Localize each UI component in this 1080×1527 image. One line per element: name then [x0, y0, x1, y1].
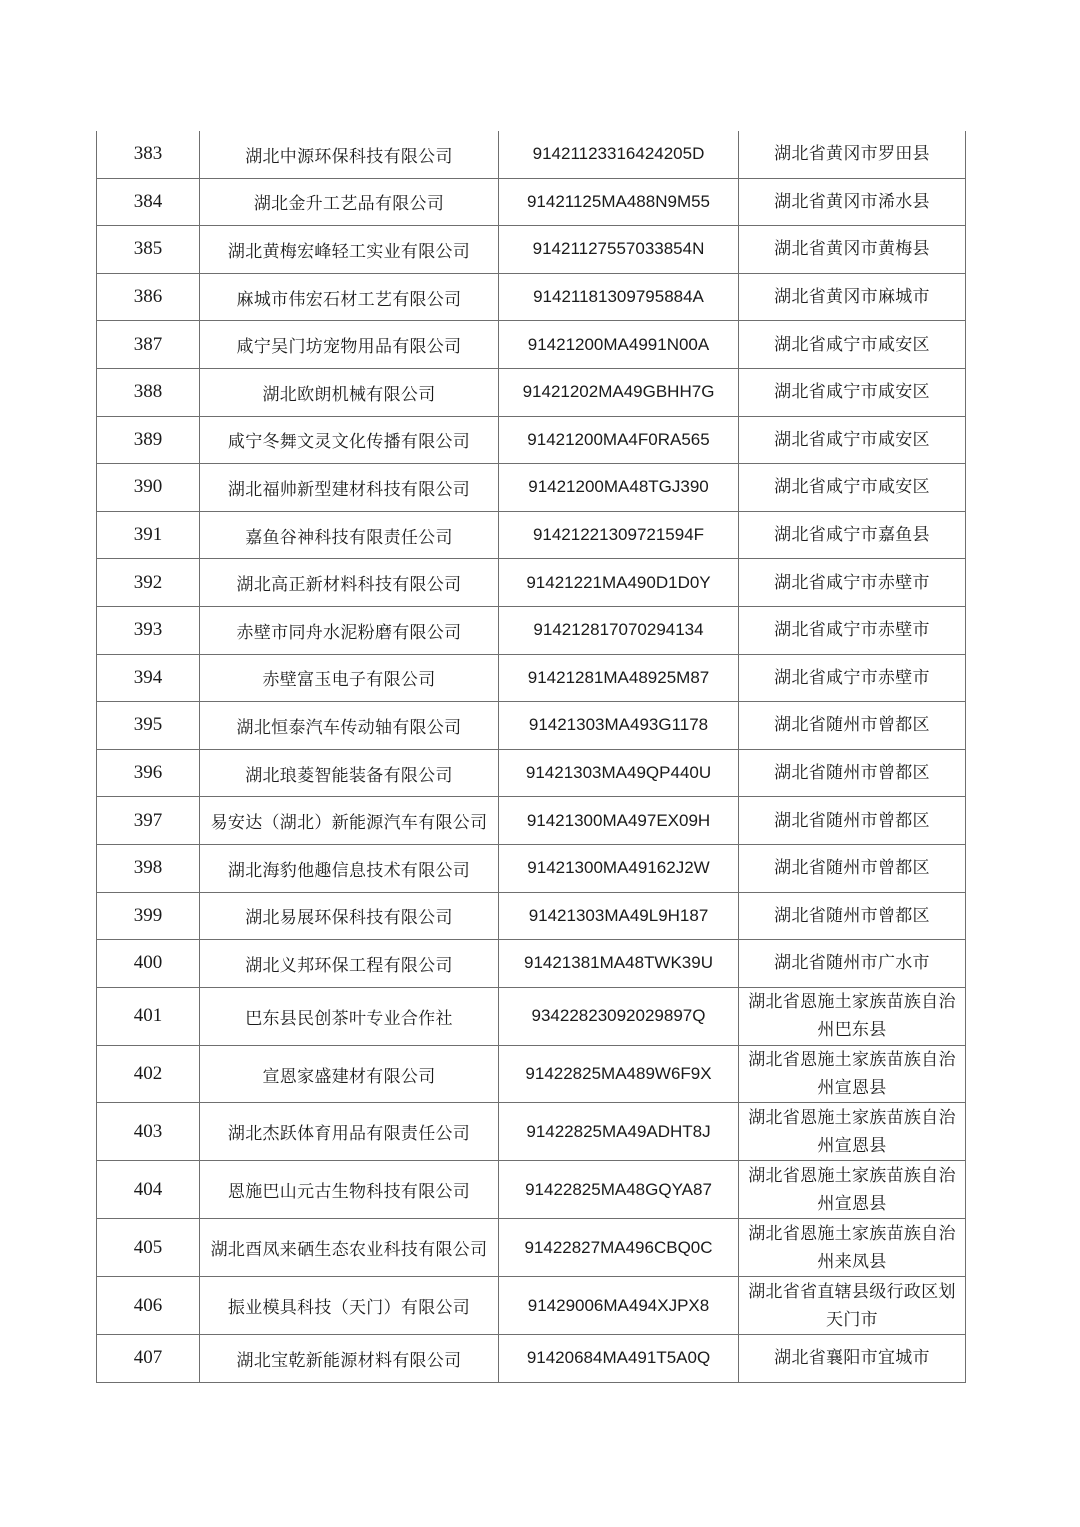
- company-name: 湖北宝乾新能源材料有限公司: [200, 1335, 499, 1383]
- location: 湖北省襄阳市宜城市: [739, 1335, 966, 1383]
- row-number: 401: [97, 987, 200, 1045]
- location: 湖北省随州市广水市: [739, 940, 966, 988]
- table-row: [97, 321, 966, 369]
- location: 湖北省黄冈市浠水县: [739, 178, 966, 226]
- table-row: [97, 940, 966, 988]
- company-name: 湖北高正新材料科技有限公司: [200, 559, 499, 607]
- table-row: [97, 606, 966, 654]
- company-name: 麻城市伟宏石材工艺有限公司: [200, 273, 499, 321]
- location: 湖北省咸宁市嘉鱼县: [739, 511, 966, 559]
- row-number: 406: [97, 1277, 200, 1335]
- company-name: 湖北琅菱智能装备有限公司: [200, 749, 499, 797]
- table-row: [97, 749, 966, 797]
- credit-code: 91421300MA49162J2W: [499, 844, 739, 892]
- credit-code: 91420684MA491T5A0Q: [499, 1335, 739, 1383]
- location: 湖北省随州市曾都区: [739, 892, 966, 940]
- table-row: [97, 416, 966, 464]
- company-name: 宣恩家盛建材有限公司: [200, 1045, 499, 1103]
- table-row: [97, 1277, 966, 1335]
- credit-code: 91421300MA497EX09H: [499, 797, 739, 845]
- table-row: [97, 559, 966, 607]
- company-name: 湖北海豹他趣信息技术有限公司: [200, 844, 499, 892]
- company-name: 赤壁市同舟水泥粉磨有限公司: [200, 606, 499, 654]
- location: 湖北省咸宁市赤壁市: [739, 654, 966, 702]
- row-number: 402: [97, 1045, 200, 1103]
- table-row: [97, 654, 966, 702]
- credit-code: 91421200MA4F0RA565: [499, 416, 739, 464]
- location: 湖北省咸宁市赤壁市: [739, 559, 966, 607]
- credit-code: 91421125MA488N9M55: [499, 178, 739, 226]
- row-number: 392: [97, 559, 200, 607]
- credit-code: 914212817070294134: [499, 606, 739, 654]
- credit-code: 91421381MA48TWK39U: [499, 940, 739, 988]
- location: 湖北省随州市曾都区: [739, 844, 966, 892]
- row-number: 398: [97, 844, 200, 892]
- table-row: [97, 273, 966, 321]
- row-number: 386: [97, 273, 200, 321]
- table-row: [97, 226, 966, 274]
- table-row: [97, 464, 966, 512]
- company-name: 恩施巴山元古生物科技有限公司: [200, 1161, 499, 1219]
- credit-code: 91421303MA49QP440U: [499, 749, 739, 797]
- row-number: 395: [97, 702, 200, 750]
- credit-code: 91421123316424205D: [499, 131, 739, 178]
- credit-code: 91422825MA48GQYA87: [499, 1161, 739, 1219]
- company-name: 易安达（湖北）新能源汽车有限公司: [200, 797, 499, 845]
- row-number: 383: [97, 131, 200, 178]
- credit-code: 91422825MA49ADHT8J: [499, 1103, 739, 1161]
- row-number: 403: [97, 1103, 200, 1161]
- company-name: 湖北黄梅宏峰轻工实业有限公司: [200, 226, 499, 274]
- row-number: 389: [97, 416, 200, 464]
- company-name: 湖北义邦环保工程有限公司: [200, 940, 499, 988]
- company-name: 湖北福帅新型建材科技有限公司: [200, 464, 499, 512]
- row-number: 384: [97, 178, 200, 226]
- row-number: 394: [97, 654, 200, 702]
- table-row: [97, 1103, 966, 1161]
- company-name: 湖北中源环保科技有限公司: [200, 131, 499, 178]
- company-name: 湖北杰跃体育用品有限责任公司: [200, 1103, 499, 1161]
- table-body: [97, 131, 966, 1382]
- location: 湖北省咸宁市咸安区: [739, 464, 966, 512]
- enterprise-list-table: [96, 131, 956, 1383]
- row-number: 388: [97, 368, 200, 416]
- row-number: 396: [97, 749, 200, 797]
- credit-code: 91421200MA4991N00A: [499, 321, 739, 369]
- credit-code: 91422825MA489W6F9X: [499, 1045, 739, 1103]
- credit-code: 91421303MA49L9H187: [499, 892, 739, 940]
- credit-code: 91421303MA493G1178: [499, 702, 739, 750]
- credit-code: 91422827MA496CBQ0C: [499, 1219, 739, 1277]
- location: 湖北省咸宁市咸安区: [739, 416, 966, 464]
- company-name: 咸宁吴门坊宠物用品有限公司: [200, 321, 499, 369]
- location: 湖北省黄冈市罗田县: [739, 131, 966, 178]
- table-row: [97, 368, 966, 416]
- row-number: 399: [97, 892, 200, 940]
- table-row: [97, 1219, 966, 1277]
- location: 湖北省随州市曾都区: [739, 702, 966, 750]
- credit-code: 91421202MA49GBHH7G: [499, 368, 739, 416]
- company-name: 咸宁冬舞文灵文化传播有限公司: [200, 416, 499, 464]
- table-row: [97, 1335, 966, 1383]
- company-name: 巴东县民创茶叶专业合作社: [200, 987, 499, 1045]
- table-row: [97, 1045, 966, 1103]
- company-name: 振业模具科技（天门）有限公司: [200, 1277, 499, 1335]
- credit-code: 91421181309795884A: [499, 273, 739, 321]
- row-number: 400: [97, 940, 200, 988]
- location: 湖北省随州市曾都区: [739, 797, 966, 845]
- table-row: [97, 1161, 966, 1219]
- credit-code: 91421127557033854N: [499, 226, 739, 274]
- table-row: [97, 131, 966, 178]
- location: 湖北省咸宁市赤壁市: [739, 606, 966, 654]
- table-row: [97, 178, 966, 226]
- credit-code: 91429006MA494XJPX8: [499, 1277, 739, 1335]
- credit-code: 91421200MA48TGJ390: [499, 464, 739, 512]
- location: 湖北省恩施土家族苗族自治州宣恩县: [739, 1161, 966, 1219]
- row-number: 391: [97, 511, 200, 559]
- credit-code: 91421221309721594F: [499, 511, 739, 559]
- table-row: [97, 797, 966, 845]
- row-number: 390: [97, 464, 200, 512]
- row-number: 387: [97, 321, 200, 369]
- credit-code: 93422823092029897Q: [499, 987, 739, 1045]
- table-row: [97, 892, 966, 940]
- company-name: 湖北易展环保科技有限公司: [200, 892, 499, 940]
- row-number: 405: [97, 1219, 200, 1277]
- location: 湖北省随州市曾都区: [739, 749, 966, 797]
- location: 湖北省恩施土家族苗族自治州宣恩县: [739, 1045, 966, 1103]
- company-name: 赤壁富玉电子有限公司: [200, 654, 499, 702]
- location: 湖北省恩施土家族苗族自治州巴东县: [739, 987, 966, 1045]
- credit-code: 91421281MA48925M87: [499, 654, 739, 702]
- location: 湖北省省直辖县级行政区划天门市: [739, 1277, 966, 1335]
- company-name: 湖北金升工艺品有限公司: [200, 178, 499, 226]
- row-number: 404: [97, 1161, 200, 1219]
- location: 湖北省黄冈市麻城市: [739, 273, 966, 321]
- location: 湖北省黄冈市黄梅县: [739, 226, 966, 274]
- table-row: [97, 511, 966, 559]
- company-name: 湖北欧朗机械有限公司: [200, 368, 499, 416]
- table-row: [97, 844, 966, 892]
- location: 湖北省咸宁市咸安区: [739, 321, 966, 369]
- row-number: 393: [97, 606, 200, 654]
- table-row: [97, 987, 966, 1045]
- company-name: 湖北酉凤来硒生态农业科技有限公司: [200, 1219, 499, 1277]
- location: 湖北省咸宁市咸安区: [739, 368, 966, 416]
- company-name: 湖北恒泰汽车传动轴有限公司: [200, 702, 499, 750]
- location: 湖北省恩施土家族苗族自治州宣恩县: [739, 1103, 966, 1161]
- company-name: 嘉鱼谷神科技有限责任公司: [200, 511, 499, 559]
- location: 湖北省恩施土家族苗族自治州来凤县: [739, 1219, 966, 1277]
- row-number: 407: [97, 1335, 200, 1383]
- credit-code: 91421221MA490D1D0Y: [499, 559, 739, 607]
- row-number: 385: [97, 226, 200, 274]
- table-row: [97, 702, 966, 750]
- row-number: 397: [97, 797, 200, 845]
